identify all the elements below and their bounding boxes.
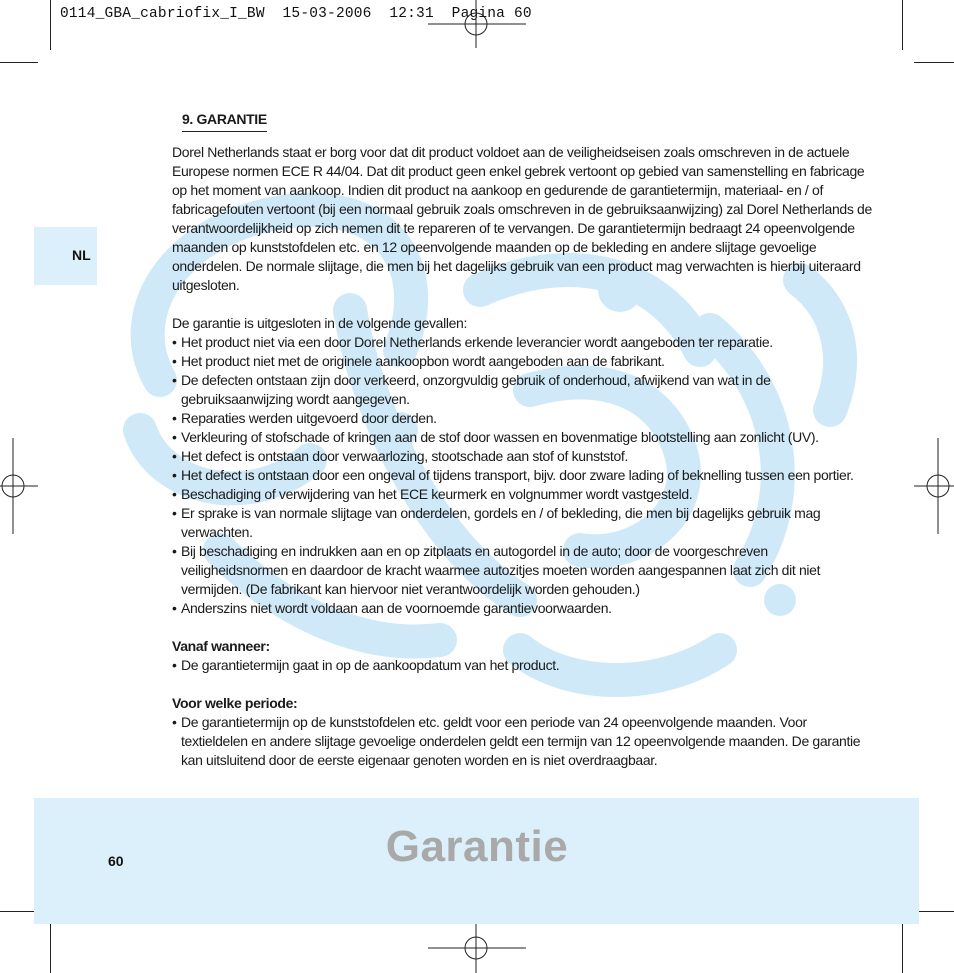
which-period-heading: Voor welke periode: [172, 695, 298, 711]
list-item: • Het defect is ontstaan door verwaarlozing, stootschade aan stof of kunststof. [172, 447, 872, 466]
intro-paragraph: Dorel Netherlands staat er borg voor dat dit product voldoet aan de veiligheidseisen zoals omschreven in de actuele Europese normen ECE R 44/04. Dat dit product geen enkel gebrek vertoont op gebied van samenstelling en fabricage op het moment van aankoop. Indien dit product na aankoop en gedurende de garantietermijn, materiaal- en / of fabricagefouten vertoont (bij een normaal gebruik zoals omschreven in de gebruiksaanwijzing) zal Dorel Netherlands de verantwoordelijkheid op zich nemen dit te repareren of te vervangen. De garantietermijn bedraagt 24 opeenvolgende maanden op kunststofdelen etc. en 12 opeenvolgende maanden op de bekleding en andere slijtage gevoelige onderdelen. De normale slijtage, die men bij het dagelijks gebruik van een product mag verwachten is hierbij uiteraard uitgesloten. [172, 144, 872, 293]
list-item: • Reparaties werden uitgevoerd door derden. [172, 409, 872, 428]
list-item: • Verkleuring of stofschade of kringen aan de stof door wassen en bovenmatige blootstelling aan zonlicht (UV). [172, 428, 872, 447]
list-item: • Beschadiging of verwijdering van het ECE keurmerk en volgnummer wordt vastgesteld. [172, 485, 872, 504]
print-header: 0114_GBA_cabriofix_I_BW 15-03-2006 12:31 Pagina 60 [60, 6, 532, 22]
registration-mark-top [428, 0, 528, 48]
list-item: • Het defect is ontstaan door een ongeval of tijdens transport, bijv. door zware lading of beknelling tussen een portier. [172, 466, 872, 485]
from-when-list [172, 656, 872, 675]
list-item: • Er sprake is van normale slijtage van onderdelen, gordels en / of bekleding, die men bij dagelijks gebruik mag verwachten. [172, 504, 872, 542]
page-number: 60 [108, 853, 124, 869]
from-when-heading: Vanaf wanneer: [172, 638, 270, 654]
registration-mark-bottom [428, 924, 528, 973]
language-label: NL [72, 247, 91, 263]
list-item: • De garantietermijn gaat in op de aankoopdatum van het product. [172, 656, 872, 675]
which-period-list [172, 713, 872, 770]
list-item: • Anderszins niet wordt voldaan aan de voornoemde garantievoorwaarden. [172, 599, 872, 618]
section-title: 9. GARANTIE [182, 110, 267, 132]
list-item: • De garantietermijn op de kunststofdelen etc. geldt voor een periode van 24 opeenvolgende maanden. Voor textieldelen en andere slijtage gevoelige onderdelen geldt een termijn van 12 opeenvolgende maanden. De garantie kan uitsluitend door de eerste eigenaar genoten worden en is niet overdraagbaar. [172, 713, 872, 770]
registration-mark-left [0, 438, 38, 534]
language-tab [34, 227, 97, 285]
registration-mark-right [914, 438, 954, 534]
list-item: • Het product niet via een door Dorel Netherlands erkende leverancier wordt aangeboden ter reparatie. [172, 333, 872, 352]
footer-title: Garantie [385, 822, 569, 871]
main-content [172, 110, 872, 770]
list-item: • De defecten ontstaan zijn door verkeerd, onzorgvuldig gebruik of onderhoud, afwijkend van wat in de gebruiksaanwijzing wordt aangegeven. [172, 371, 872, 409]
list-item: • Bij beschadiging en indrukken aan en op zitplaats en autogordel in de auto; door de voorgeschreven veiligheidsnormen en daardoor de kracht waarmee autozitjes moeten worden aangespannen laat zich dit niet vermijden. (De fabrikant kan hiervoor niet verantwoordelijk worden gehouden.) [172, 542, 872, 599]
exclusions-intro: De garantie is uitgesloten in de volgende gevallen: [172, 315, 468, 331]
list-item: • Het product niet met de originele aankoopbon wordt aangeboden aan de fabrikant. [172, 352, 872, 371]
exclusions-list [172, 333, 872, 618]
